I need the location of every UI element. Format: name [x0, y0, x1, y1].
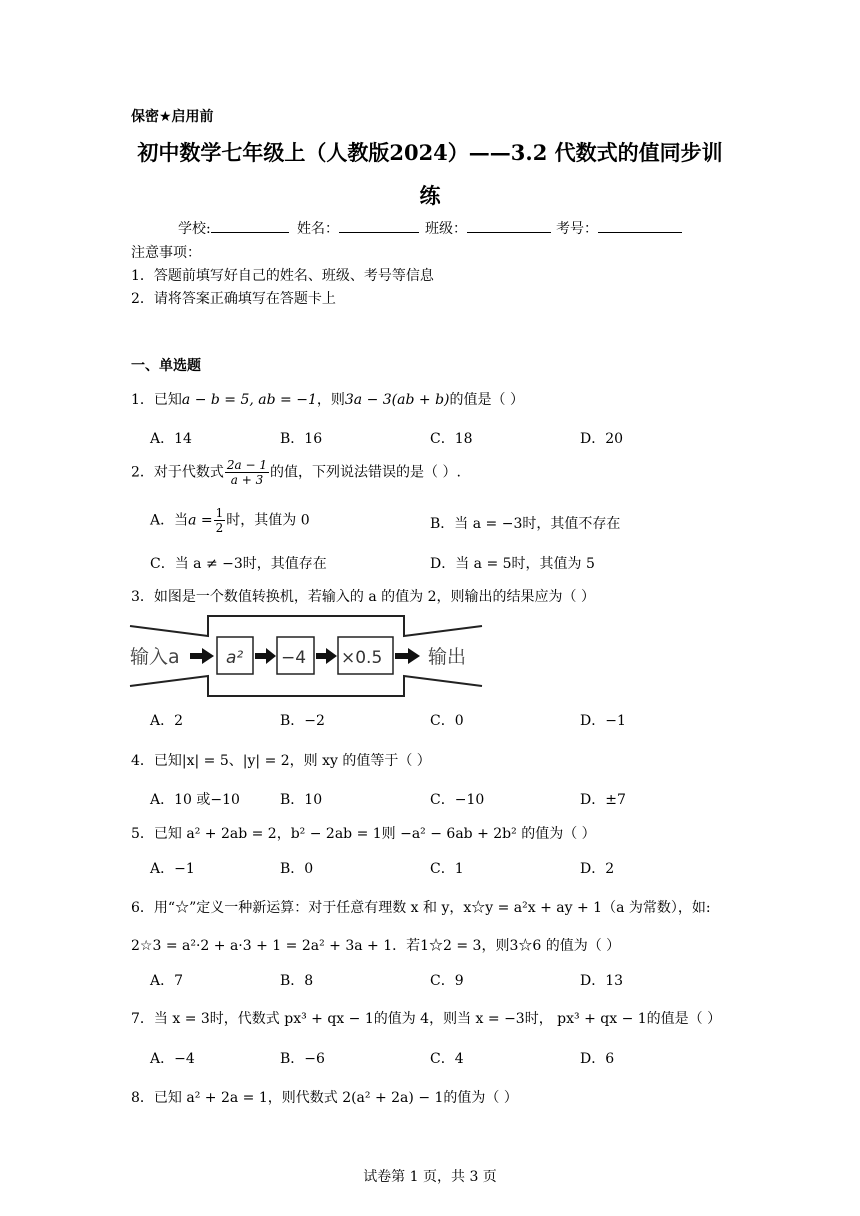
page-title-line2: 练 — [419, 183, 441, 208]
name-label: 姓名： — [297, 221, 339, 237]
q6-option-d[interactable]: D．13 — [580, 973, 624, 989]
notes-item-2: 2．请将答案正确填写在答题卡上 — [131, 291, 336, 307]
question-7: 7．当 x = 3时，代数式 px³ + qx − 1的值为 4，则当 x = −3时， px³ + qx − 1的值是（ ） — [131, 1011, 722, 1027]
q3-option-a[interactable]: A．2 — [150, 713, 184, 729]
q5-option-c[interactable]: C．1 — [430, 861, 464, 877]
school-blank[interactable] — [211, 218, 289, 233]
question-8: 8．已知 a² + 2a = 1，则代数式 2(a² + 2a) − 1的值为（ ） — [131, 1090, 518, 1106]
diagram-output-label: 输出 — [428, 646, 467, 668]
q1-option-b[interactable]: B．16 — [280, 431, 323, 447]
q7-option-a[interactable]: A．−4 — [150, 1051, 195, 1067]
q1-option-a[interactable]: A．14 — [150, 431, 192, 447]
question-3: 3．如图是一个数值转换机，若输入的 a 的值为 2，则输出的结果应为（ ） — [131, 589, 595, 605]
q4-option-c[interactable]: C．−10 — [430, 792, 485, 808]
diagram-input-label: 输入a — [130, 646, 180, 668]
question-6-line2: 2☆3 = a²·2 + a·3 + 1 = 2a² + 3a + 1．若1☆2 = 3，则3☆6 的值为（ ） — [131, 938, 621, 954]
q4-option-b[interactable]: B．10 — [280, 792, 323, 808]
q1-option-d[interactable]: D．20 — [580, 431, 624, 447]
q3-option-c[interactable]: C．0 — [430, 713, 464, 729]
q6-option-a[interactable]: A．7 — [150, 973, 184, 989]
q2-fraction: $\frac{2a - 1}{a + 3}$ — [226, 458, 268, 487]
arrow-right-icon — [255, 648, 276, 664]
exam-no-field — [556, 218, 682, 238]
school-label: 学校: — [178, 221, 211, 237]
q3-option-d[interactable]: D．−1 — [580, 713, 626, 729]
class-field — [425, 218, 551, 238]
exam-no-label: 考号： — [556, 221, 598, 237]
q5-option-a[interactable]: A．−1 — [150, 861, 195, 877]
name-blank[interactable] — [339, 218, 419, 233]
q1-option-c[interactable]: C．18 — [430, 431, 473, 447]
q2-option-a[interactable]: A．当a = $\frac{1}{2}$ 时，其值为 0 — [150, 506, 310, 535]
class-label: 班级： — [425, 221, 467, 237]
arrow-right-icon — [395, 648, 420, 664]
q6-option-b[interactable]: B．8 — [280, 973, 314, 989]
q3-option-b[interactable]: B．−2 — [280, 713, 325, 729]
q5-option-d[interactable]: D．2 — [580, 861, 615, 877]
question-2: 2．对于代数式 $\frac{2a - 1}{a + 3}$ 的值，下列说法错误的是（ ）. — [131, 458, 461, 487]
step-2-label: −4 — [281, 648, 307, 668]
machine-top-outline — [130, 616, 482, 636]
school-field — [178, 218, 289, 238]
class-blank[interactable] — [467, 218, 551, 233]
question-5: 5．已知 a² + 2ab = 2，b² − 2ab = 1则 −a² − 6ab + 2b² 的值为（ ） — [131, 826, 596, 842]
name-field — [297, 218, 419, 238]
notes-item-1: 1．答题前填写好自己的姓名、班级、考号等信息 — [131, 268, 434, 284]
q4-option-a[interactable]: A．10 或−10 — [150, 792, 240, 808]
q7-option-d[interactable]: D．6 — [580, 1051, 615, 1067]
q2-option-d[interactable]: D．当 a = 5时，其值为 5 — [430, 556, 595, 572]
q6-option-c[interactable]: C．9 — [430, 973, 464, 989]
arrow-right-icon — [190, 648, 214, 664]
question-1: 1．已知a − b = 5, ab = −1，则3a − 3(ab + b)的值是（ ） — [131, 392, 524, 408]
question-6-line1: 6．用“☆”定义一种新运算：对于任意有理数 x 和 y，x☆y = a²x + ay + 1（a 为常数），如: — [131, 900, 711, 916]
arrow-right-icon — [316, 648, 337, 664]
q4-option-d[interactable]: D．±7 — [580, 792, 626, 808]
step-3-label: ×0.5 — [341, 648, 383, 668]
exam-no-blank[interactable] — [598, 218, 682, 233]
confidential-label: 保密★启用前 — [131, 109, 214, 125]
page-footer: 试卷第 1 页，共 3 页 — [363, 1169, 497, 1185]
q5-option-b[interactable]: B．0 — [280, 861, 314, 877]
step-1-label: a² — [226, 648, 244, 668]
q2-option-b[interactable]: B．当 a = −3时，其值不存在 — [430, 516, 621, 532]
conversion-machine-diagram — [128, 614, 484, 698]
q7-option-c[interactable]: C．4 — [430, 1051, 464, 1067]
notes-heading: 注意事项： — [131, 245, 201, 261]
q7-option-b[interactable]: B．−6 — [280, 1051, 325, 1067]
page-title-line1: 初中数学七年级上（人教版2024）——3.2 代数式的值同步训 — [137, 140, 723, 165]
section-title: 一、单选题 — [131, 358, 201, 374]
q2-option-c[interactable]: C．当 a ≠ −3时，其值存在 — [150, 556, 327, 572]
question-4: 4．已知|x| = 5、|y| = 2，则 xy 的值等于（ ） — [131, 753, 431, 769]
machine-bottom-outline — [130, 676, 482, 696]
